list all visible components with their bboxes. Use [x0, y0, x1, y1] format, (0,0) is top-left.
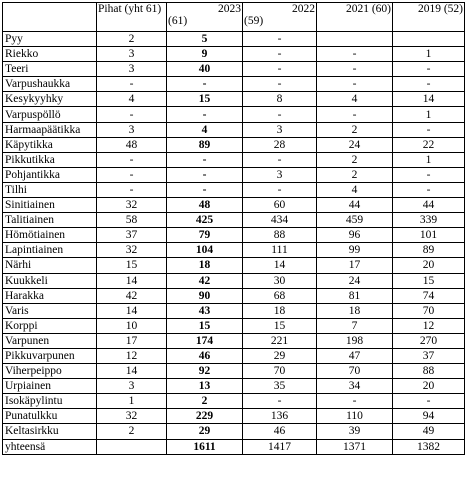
count-2022-cell: 68: [243, 288, 317, 303]
count-2019-cell: 14: [393, 92, 465, 107]
table-row: [3, 137, 465, 152]
count-2019-cell: 20: [393, 258, 465, 273]
count-2019-cell: 270: [393, 333, 465, 348]
species-name-cell: Pikkuvarpunen: [3, 348, 97, 363]
table-row: [3, 107, 465, 122]
pihat-cell: 3: [97, 122, 167, 137]
species-name-cell: Pohjantikka: [3, 167, 97, 182]
count-2022-cell: 30: [243, 273, 317, 288]
pihat-cell: 14: [97, 303, 167, 318]
table-body: [3, 32, 465, 455]
count-2022-cell: 111: [243, 243, 317, 258]
count-2022-cell: 18: [243, 303, 317, 318]
count-2022-cell: 8: [243, 92, 317, 107]
species-name-cell: Varis: [3, 303, 97, 318]
count-2023-cell: 2: [167, 394, 243, 409]
count-2019-cell: 37: [393, 348, 465, 363]
count-2019-cell: -: [393, 167, 465, 182]
count-2021-cell: -: [317, 394, 393, 409]
count-2019-cell: 49: [393, 424, 465, 439]
species-name-cell: Viherpeippo: [3, 364, 97, 379]
count-2022-cell: 28: [243, 137, 317, 152]
count-2022-cell: 60: [243, 198, 317, 213]
species-name-cell: Riekko: [3, 47, 97, 62]
count-2021-cell: -: [317, 62, 393, 77]
species-name-cell: Harmaapäätikka: [3, 122, 97, 137]
count-2022-cell: 70: [243, 364, 317, 379]
pihat-cell: -: [97, 167, 167, 182]
header-2021: 2021 (60): [317, 3, 393, 32]
species-name-cell: Teeri: [3, 62, 97, 77]
pihat-cell: 37: [97, 228, 167, 243]
table-row: [3, 92, 465, 107]
count-2021-cell: 459: [317, 213, 393, 228]
table-row: [3, 198, 465, 213]
count-2019-cell: -: [393, 122, 465, 137]
count-2023-cell: -: [167, 77, 243, 92]
count-2021-cell: 24: [317, 137, 393, 152]
table-row: [3, 62, 465, 77]
count-2023-cell: 15: [167, 92, 243, 107]
pihat-cell: 3: [97, 47, 167, 62]
pihat-cell: 1: [97, 394, 167, 409]
table-row: [3, 228, 465, 243]
species-name-cell: Hömötiainen: [3, 228, 97, 243]
count-2023-cell: 229: [167, 409, 243, 424]
count-2023-cell: 5: [167, 32, 243, 47]
count-2019-cell: 1: [393, 152, 465, 167]
count-2021-cell: 2: [317, 152, 393, 167]
table-row: [3, 348, 465, 363]
species-name-cell: Punatulkku: [3, 409, 97, 424]
count-2023-cell: 174: [167, 333, 243, 348]
table-row: [3, 243, 465, 258]
count-2019-cell: -: [393, 62, 465, 77]
count-2019-cell: -: [393, 77, 465, 92]
pihat-cell: 32: [97, 243, 167, 258]
count-2021-cell: 4: [317, 92, 393, 107]
count-2021-cell: -: [317, 77, 393, 92]
header-2023: [167, 3, 243, 32]
pihat-cell: 12: [97, 348, 167, 363]
count-2022-cell: 88: [243, 228, 317, 243]
count-2022-cell: -: [243, 107, 317, 122]
count-2021-cell: 4: [317, 182, 393, 197]
count-2022-cell: -: [243, 152, 317, 167]
count-2022-cell: 1417: [243, 439, 317, 454]
header-2023-year: 2023: [218, 3, 241, 15]
table-row: [3, 394, 465, 409]
count-2022-cell: 46: [243, 424, 317, 439]
pihat-cell: 58: [97, 213, 167, 228]
count-2019-cell: -: [393, 182, 465, 197]
count-2023-cell: 13: [167, 379, 243, 394]
header-2022: [243, 3, 317, 32]
bird-count-table: [2, 2, 465, 455]
table-row: [3, 167, 465, 182]
pihat-cell: 32: [97, 198, 167, 213]
header-pihat: Pihat (yht 61): [97, 3, 167, 32]
count-2021-cell: 24: [317, 273, 393, 288]
header-species: [3, 3, 97, 32]
count-2021-cell: 47: [317, 348, 393, 363]
table-row: [3, 439, 465, 454]
pihat-cell: 32: [97, 409, 167, 424]
count-2019-cell: 12: [393, 318, 465, 333]
species-name-cell: Harakka: [3, 288, 97, 303]
count-2023-cell: 40: [167, 62, 243, 77]
species-name-cell: Varpushaukka: [3, 77, 97, 92]
table-row: [3, 303, 465, 318]
count-2019-cell: 44: [393, 198, 465, 213]
count-2019-cell: 1382: [393, 439, 465, 454]
table-row: [3, 152, 465, 167]
count-2021-cell: 81: [317, 288, 393, 303]
count-2022-cell: -: [243, 77, 317, 92]
count-2019-cell: 101: [393, 228, 465, 243]
count-2019-cell: 70: [393, 303, 465, 318]
count-2023-cell: -: [167, 182, 243, 197]
count-2019-cell: 89: [393, 243, 465, 258]
pihat-cell: 48: [97, 137, 167, 152]
count-2021-cell: 198: [317, 333, 393, 348]
count-2021-cell: -: [317, 107, 393, 122]
species-name-cell: yhteensä: [3, 439, 97, 454]
table-header-row: [3, 3, 465, 32]
count-2023-cell: -: [167, 152, 243, 167]
table-row: [3, 47, 465, 62]
table-row: [3, 364, 465, 379]
count-2023-cell: 46: [167, 348, 243, 363]
count-2022-cell: 136: [243, 409, 317, 424]
species-name-cell: Kesykyyhky: [3, 92, 97, 107]
species-name-cell: Talitiainen: [3, 213, 97, 228]
count-2023-cell: 89: [167, 137, 243, 152]
table-row: [3, 213, 465, 228]
pihat-cell: 4: [97, 92, 167, 107]
pihat-cell: 14: [97, 364, 167, 379]
table-row: [3, 379, 465, 394]
pihat-cell: 3: [97, 62, 167, 77]
count-2021-cell: 39: [317, 424, 393, 439]
count-2019-cell: 339: [393, 213, 465, 228]
count-2022-cell: -: [243, 47, 317, 62]
count-2019-cell: 74: [393, 288, 465, 303]
header-2022-year: 2022: [292, 3, 315, 15]
count-2022-cell: 29: [243, 348, 317, 363]
pihat-cell: -: [97, 77, 167, 92]
pihat-cell: 2: [97, 424, 167, 439]
count-2021-cell: 44: [317, 198, 393, 213]
pihat-cell: 3: [97, 379, 167, 394]
species-name-cell: Sinitiainen: [3, 198, 97, 213]
count-2019-cell: 1: [393, 107, 465, 122]
pihat-cell: 17: [97, 333, 167, 348]
species-name-cell: Pikkutikka: [3, 152, 97, 167]
species-name-cell: Keltasirkku: [3, 424, 97, 439]
count-2019-cell: [393, 32, 465, 47]
count-2023-cell: 1611: [167, 439, 243, 454]
count-2023-cell: 4: [167, 122, 243, 137]
count-2019-cell: -: [393, 394, 465, 409]
count-2021-cell: 99: [317, 243, 393, 258]
count-2021-cell: 2: [317, 122, 393, 137]
count-2022-cell: -: [243, 32, 317, 47]
header-2019: 2019 (52): [393, 3, 465, 32]
species-name-cell: Kuukkeli: [3, 273, 97, 288]
species-name-cell: Urpiainen: [3, 379, 97, 394]
count-2023-cell: -: [167, 107, 243, 122]
header-2023-count: (61): [168, 15, 188, 27]
pihat-cell: -: [97, 182, 167, 197]
pihat-cell: 42: [97, 288, 167, 303]
count-2023-cell: 90: [167, 288, 243, 303]
count-2022-cell: -: [243, 394, 317, 409]
count-2019-cell: 1: [393, 47, 465, 62]
species-name-cell: Varpuspöllö: [3, 107, 97, 122]
table-row: [3, 409, 465, 424]
count-2022-cell: 35: [243, 379, 317, 394]
count-2021-cell: 17: [317, 258, 393, 273]
pihat-cell: -: [97, 152, 167, 167]
count-2023-cell: 104: [167, 243, 243, 258]
count-2023-cell: 43: [167, 303, 243, 318]
count-2022-cell: 3: [243, 167, 317, 182]
pihat-cell: 14: [97, 273, 167, 288]
table-row: [3, 424, 465, 439]
count-2019-cell: 94: [393, 409, 465, 424]
pihat-cell: 2: [97, 32, 167, 47]
count-2022-cell: 14: [243, 258, 317, 273]
count-2021-cell: 96: [317, 228, 393, 243]
species-name-cell: Käpytikka: [3, 137, 97, 152]
count-2023-cell: 9: [167, 47, 243, 62]
count-2023-cell: 48: [167, 198, 243, 213]
count-2023-cell: -: [167, 167, 243, 182]
count-2022-cell: 15: [243, 318, 317, 333]
species-name-cell: Närhi: [3, 258, 97, 273]
count-2021-cell: 70: [317, 364, 393, 379]
count-2021-cell: -: [317, 47, 393, 62]
table-row: [3, 122, 465, 137]
count-2019-cell: 88: [393, 364, 465, 379]
pihat-cell: [97, 439, 167, 454]
count-2021-cell: 18: [317, 303, 393, 318]
count-2022-cell: -: [243, 62, 317, 77]
count-2022-cell: 3: [243, 122, 317, 137]
pihat-cell: 10: [97, 318, 167, 333]
count-2019-cell: 15: [393, 273, 465, 288]
count-2023-cell: 425: [167, 213, 243, 228]
table-row: [3, 32, 465, 47]
count-2019-cell: 20: [393, 379, 465, 394]
count-2021-cell: 1371: [317, 439, 393, 454]
species-name-cell: Tilhi: [3, 182, 97, 197]
count-2023-cell: 15: [167, 318, 243, 333]
pihat-cell: 15: [97, 258, 167, 273]
species-name-cell: Isokäpylintu: [3, 394, 97, 409]
table-row: [3, 288, 465, 303]
count-2023-cell: 42: [167, 273, 243, 288]
count-2022-cell: -: [243, 182, 317, 197]
table-row: [3, 273, 465, 288]
species-name-cell: Korppi: [3, 318, 97, 333]
count-2021-cell: 110: [317, 409, 393, 424]
count-2022-cell: 434: [243, 213, 317, 228]
count-2023-cell: 92: [167, 364, 243, 379]
pihat-cell: -: [97, 107, 167, 122]
table-row: [3, 182, 465, 197]
table-row: [3, 318, 465, 333]
species-name-cell: Lapintiainen: [3, 243, 97, 258]
header-2022-count: (59): [244, 15, 264, 27]
species-name-cell: Pyy: [3, 32, 97, 47]
count-2023-cell: 29: [167, 424, 243, 439]
count-2021-cell: 7: [317, 318, 393, 333]
table-row: [3, 258, 465, 273]
count-2019-cell: 22: [393, 137, 465, 152]
count-2021-cell: [317, 32, 393, 47]
count-2023-cell: 79: [167, 228, 243, 243]
table-row: [3, 333, 465, 348]
count-2022-cell: 221: [243, 333, 317, 348]
count-2023-cell: 18: [167, 258, 243, 273]
table-row: [3, 77, 465, 92]
count-2021-cell: 2: [317, 167, 393, 182]
count-2021-cell: 34: [317, 379, 393, 394]
species-name-cell: Varpunen: [3, 333, 97, 348]
